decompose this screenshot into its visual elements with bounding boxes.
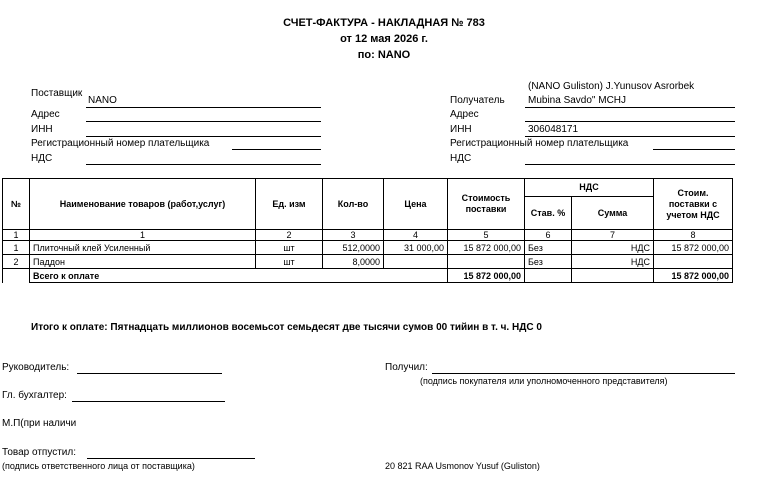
row-vat-rate: Без	[525, 255, 572, 269]
row-vat-sum: НДС	[572, 255, 654, 269]
col-number: 2	[256, 230, 323, 241]
row-unit: шт	[256, 241, 323, 255]
total-label: Всего к оплате	[30, 269, 448, 283]
row-vat-rate: Без	[525, 241, 572, 255]
recipient-underline	[525, 107, 735, 108]
col-number: 1	[30, 230, 256, 241]
seller-vat-label: НДС	[31, 153, 53, 164]
head-signature-label: Руководитель:	[2, 362, 70, 373]
amount-in-words: Итого к оплате: Пятнадцать миллионов восемьсот семьдесят две тысячи сумов 00 тийин в т. ч. НДС 0	[31, 322, 542, 333]
invoice-date: от 12 мая 2026 г.	[340, 33, 428, 45]
row-total	[654, 255, 733, 269]
row-qty: 512,0000	[323, 241, 384, 255]
buyer-inn-underline	[525, 136, 735, 137]
col-number: 6	[525, 230, 572, 241]
buyer-inn-value: 306048171	[528, 124, 579, 135]
seller-address-underline	[86, 121, 321, 122]
row-price	[384, 255, 448, 269]
seller-reg-underline	[232, 149, 321, 150]
table-row	[3, 255, 733, 269]
seller-reg-label: Регистрационный номер плательщика	[31, 138, 210, 149]
col-number: 7	[572, 230, 654, 241]
recipient-value-line2: Mubina Savdo" MCHJ	[528, 95, 627, 106]
accountant-signature-label: Гл. бухгалтер:	[2, 390, 67, 401]
released-signature-line	[87, 458, 255, 459]
seller-vat-underline	[86, 164, 321, 165]
row-qty: 8,0000	[323, 255, 384, 269]
col-number: 1	[3, 230, 30, 241]
invoice-table	[2, 178, 733, 283]
seller-inn-label: ИНН	[31, 124, 53, 135]
row-no: 1	[3, 241, 30, 255]
total-cost: 15 872 000,00	[448, 269, 525, 283]
buyer-vat-label: НДС	[450, 153, 472, 164]
col-header-total: Стоим. поставки с учетом НДС	[654, 179, 733, 230]
buyer-inn-label: ИНН	[450, 124, 472, 135]
received-note: (подпись покупателя или уполномоченного представителя)	[420, 376, 668, 386]
row-name: Паддон	[30, 255, 256, 269]
col-header-vat-rate: Став. %	[525, 197, 572, 230]
row-name: Плиточный клей Усиленный	[30, 241, 256, 255]
stamp-label: М.П(при наличи	[2, 418, 77, 429]
released-label: Товар отпустил:	[2, 447, 76, 458]
col-header-vat-sum: Сумма	[572, 197, 654, 230]
supplier-underline	[86, 107, 321, 108]
received-signature-line	[432, 373, 735, 374]
invoice-title: СЧЕТ-ФАКТУРА - НАКЛАДНАЯ № 783	[283, 17, 485, 29]
buyer-vat-underline	[525, 164, 735, 165]
total-with-vat: 15 872 000,00	[654, 269, 733, 283]
col-header-name: Наименование товаров (работ,услуг)	[30, 179, 256, 230]
col-number: 4	[384, 230, 448, 241]
col-number: 8	[654, 230, 733, 241]
buyer-reg-underline	[653, 149, 735, 150]
invoice-contract: по: NANO	[357, 49, 411, 61]
col-header-qty: Кол-во	[323, 179, 384, 230]
column-number-row	[3, 230, 733, 241]
footer-reference: 20 821 RAA Usmonov Yusuf (Guliston)	[385, 461, 540, 471]
row-price: 31 000,00	[384, 241, 448, 255]
buyer-address-label: Адрес	[450, 109, 479, 120]
col-number: 3	[323, 230, 384, 241]
col-header-no: №	[3, 179, 30, 230]
col-header-price: Цена	[384, 179, 448, 230]
seller-inn-underline	[86, 136, 321, 137]
row-total: 15 872 000,00	[654, 241, 733, 255]
supplier-value: NANO	[88, 95, 117, 106]
recipient-value-line1: (NANO Guliston) J.Yunusov Asrorbek	[528, 81, 695, 92]
buyer-reg-label: Регистрационный номер плательщика	[450, 138, 629, 149]
accountant-signature-line	[72, 401, 225, 402]
table-row	[3, 241, 733, 255]
head-signature-line	[77, 373, 222, 374]
col-header-vat-group: НДС	[525, 179, 654, 197]
seller-address-label: Адрес	[31, 109, 60, 120]
supplier-label: Поставщик	[31, 88, 83, 99]
col-header-unit: Ед. изм	[256, 179, 323, 230]
row-unit: шт	[256, 255, 323, 269]
buyer-address-underline	[525, 121, 735, 122]
col-header-cost: Стоимость поставки	[448, 179, 525, 230]
received-label: Получил:	[385, 362, 428, 373]
row-cost: 15 872 000,00	[448, 241, 525, 255]
row-no: 2	[3, 255, 30, 269]
row-cost	[448, 255, 525, 269]
released-note: (подпись ответственного лица от поставщика)	[2, 461, 195, 471]
row-vat-sum: НДС	[572, 241, 654, 255]
recipient-label: Получатель	[450, 95, 505, 106]
total-row	[3, 269, 733, 283]
col-number: 5	[448, 230, 525, 241]
